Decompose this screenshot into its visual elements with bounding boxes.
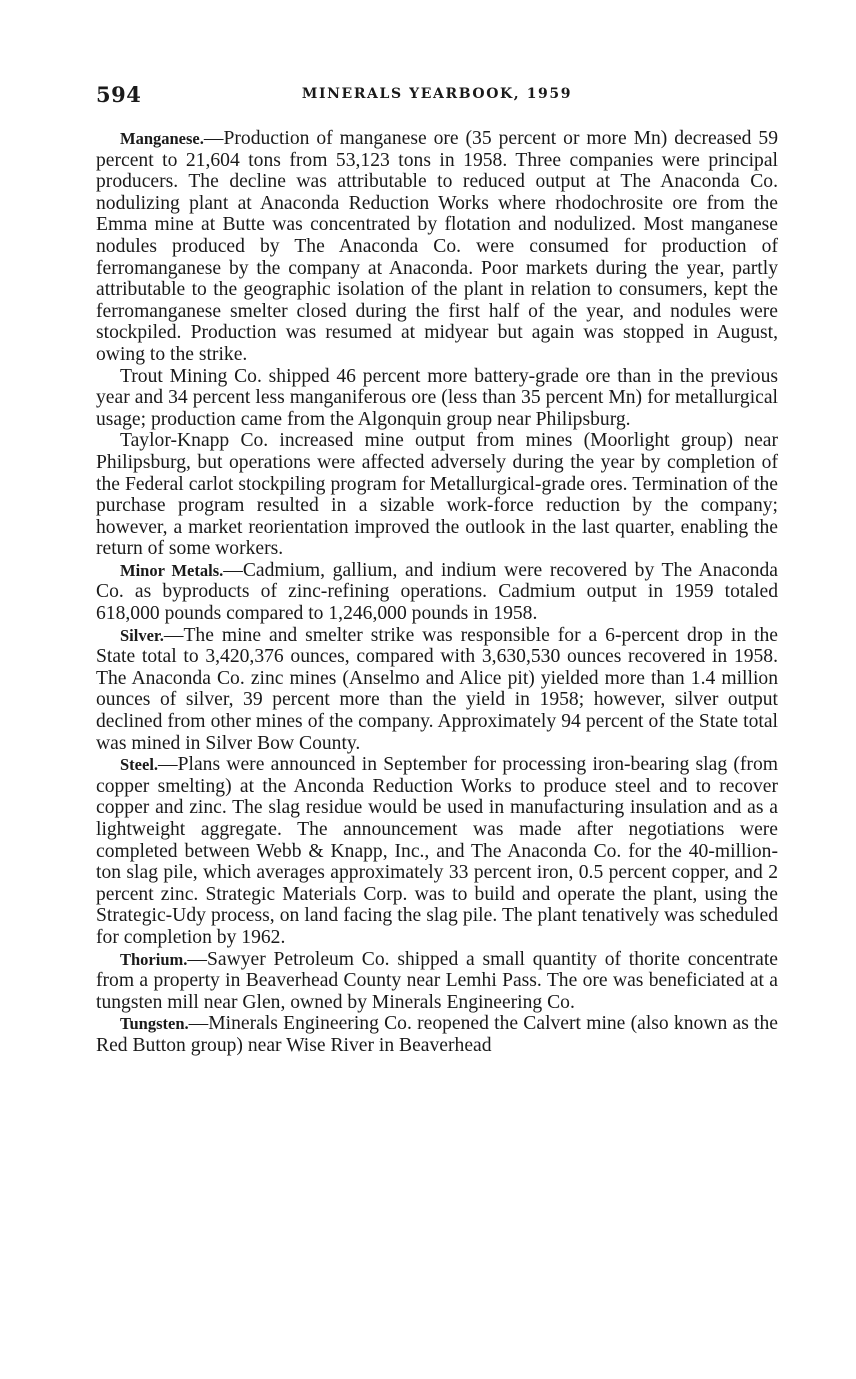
- section-heading-manganese: Manganese.: [120, 129, 204, 148]
- paragraph-steel: [96, 754, 778, 948]
- page-header: [96, 82, 778, 112]
- section-heading-steel: Steel.: [120, 755, 159, 775]
- paragraph-text: —Cadmium, gallium, and indium were recovered by The Anaconda Co. as byproducts of zinc-refining operations. Cadmium output in 1959 totaled 618,000 pounds compared to 1,246,000 pounds in 1958.: [96, 559, 778, 625]
- paragraph-thorium: [96, 949, 778, 1014]
- paragraph-minor-metals: [96, 560, 778, 625]
- paragraph-text: —Production of manganese ore (35 percent or more Mn) decreased 59 percent to 21,604 tons from 53,123 tons in 1958. Three companies were principal producers. The decline was attributable to reduced output at The Anaconda Co. nodulizing plant at Anaconda Reduction Works where rhodochrosite ore from the Emma mine at Butte was concentrated by flotation and nodulized. Most manganese nodules produced by The Anaconda Co. were consumed for production of ferromanganese by the company at Anaconda. Poor markets during the year, partly attributable to the geographic isolation of the plant in relation to consumers, kept the ferromanganese smelter closed during the first half of the year, and nodules were stockpiled. Production was resumed at midyear but again was stopped in August, owing to the strike.: [96, 128, 778, 365]
- section-heading-minor-metals: Minor Metals.: [120, 560, 224, 580]
- paragraph-text: —Minerals Engineering Co. reopened the Calvert mine (also known as the Red Button group) near Wise River in Beaverhead: [96, 1013, 778, 1056]
- paragraph-text: Trout Mining Co. shipped 46 percent more battery-grade ore than in the previous year and 34 percent less manganiferous ore (less than 35 percent Mn) for metallurgical usage; production came from the Algonquin group near Philipsburg.: [96, 365, 778, 430]
- paragraph-text: Taylor-Knapp Co. increased mine output from mines (Moorlight group) near Philipsburg, but operations were affected adversely during the year by completion of the Federal carlot stockpiling program for Metallurgical-grade ores. Termination of the purchase program resulted in a sizable work-force reduction by the company; however, a market reorientation improved the outlook in the last quarter, enabling the return of some workers.: [96, 430, 778, 560]
- document-page: [96, 82, 778, 1057]
- body-text: [96, 128, 778, 1057]
- paragraph-manganese: [96, 128, 778, 366]
- paragraph-silver: [96, 625, 778, 755]
- paragraph-text: —Plans were announced in September for processing iron-bearing slag (from copper smelting) at the Anconda Reduction Works to produce steel and to recover copper and zinc. The slag residue would be used in manufacturing insulation and as a lightweight aggregate. The announcement was made after negotiations were completed between Webb & Knapp, Inc., and The Anaconda Co. for the 40-million-ton slag pile, which averages approximately 33 percent iron, 0.5 percent copper, and 2 percent zinc. Strategic Materials Corp. was to build and operate the plant, using the Strategic-Udy process, on land facing the slag pile. The plant tenatively was scheduled for completion by 1962.: [96, 754, 778, 948]
- paragraph-tungsten: [96, 1013, 778, 1056]
- running-title: MINERALS YEARBOOK, 1959: [301, 86, 573, 102]
- paragraph-trout-mining: [96, 366, 778, 431]
- paragraph-text: —Sawyer Petroleum Co. shipped a small quantity of thorite concentrate from a property in Beaverhead County near Lemhi Pass. The ore was beneficiated at a tungsten mill near Glen, owned by Minerals Engineering Co.: [96, 948, 778, 1013]
- section-heading-silver: Silver.: [120, 625, 164, 645]
- paragraph-taylor-knapp: [96, 430, 778, 560]
- section-heading-tungsten: Tungsten.: [120, 1014, 189, 1034]
- section-heading-thorium: Thorium.: [120, 949, 188, 969]
- page-number: 594: [96, 82, 142, 107]
- paragraph-text: —The mine and smelter strike was responsible for a 6-percent drop in the State total to 3,420,376 ounces, compared with 3,630,530 ounces recovered in 1958. The Anaconda Co. zinc mines (Anselmo and Alice pit) yielded more than 1.4 million ounces of silver, 39 percent more than the yield in 1958; however, silver output declined from other mines of the company. Approximately 94 percent of the State total was mined in Silver Bow County.: [96, 624, 778, 754]
